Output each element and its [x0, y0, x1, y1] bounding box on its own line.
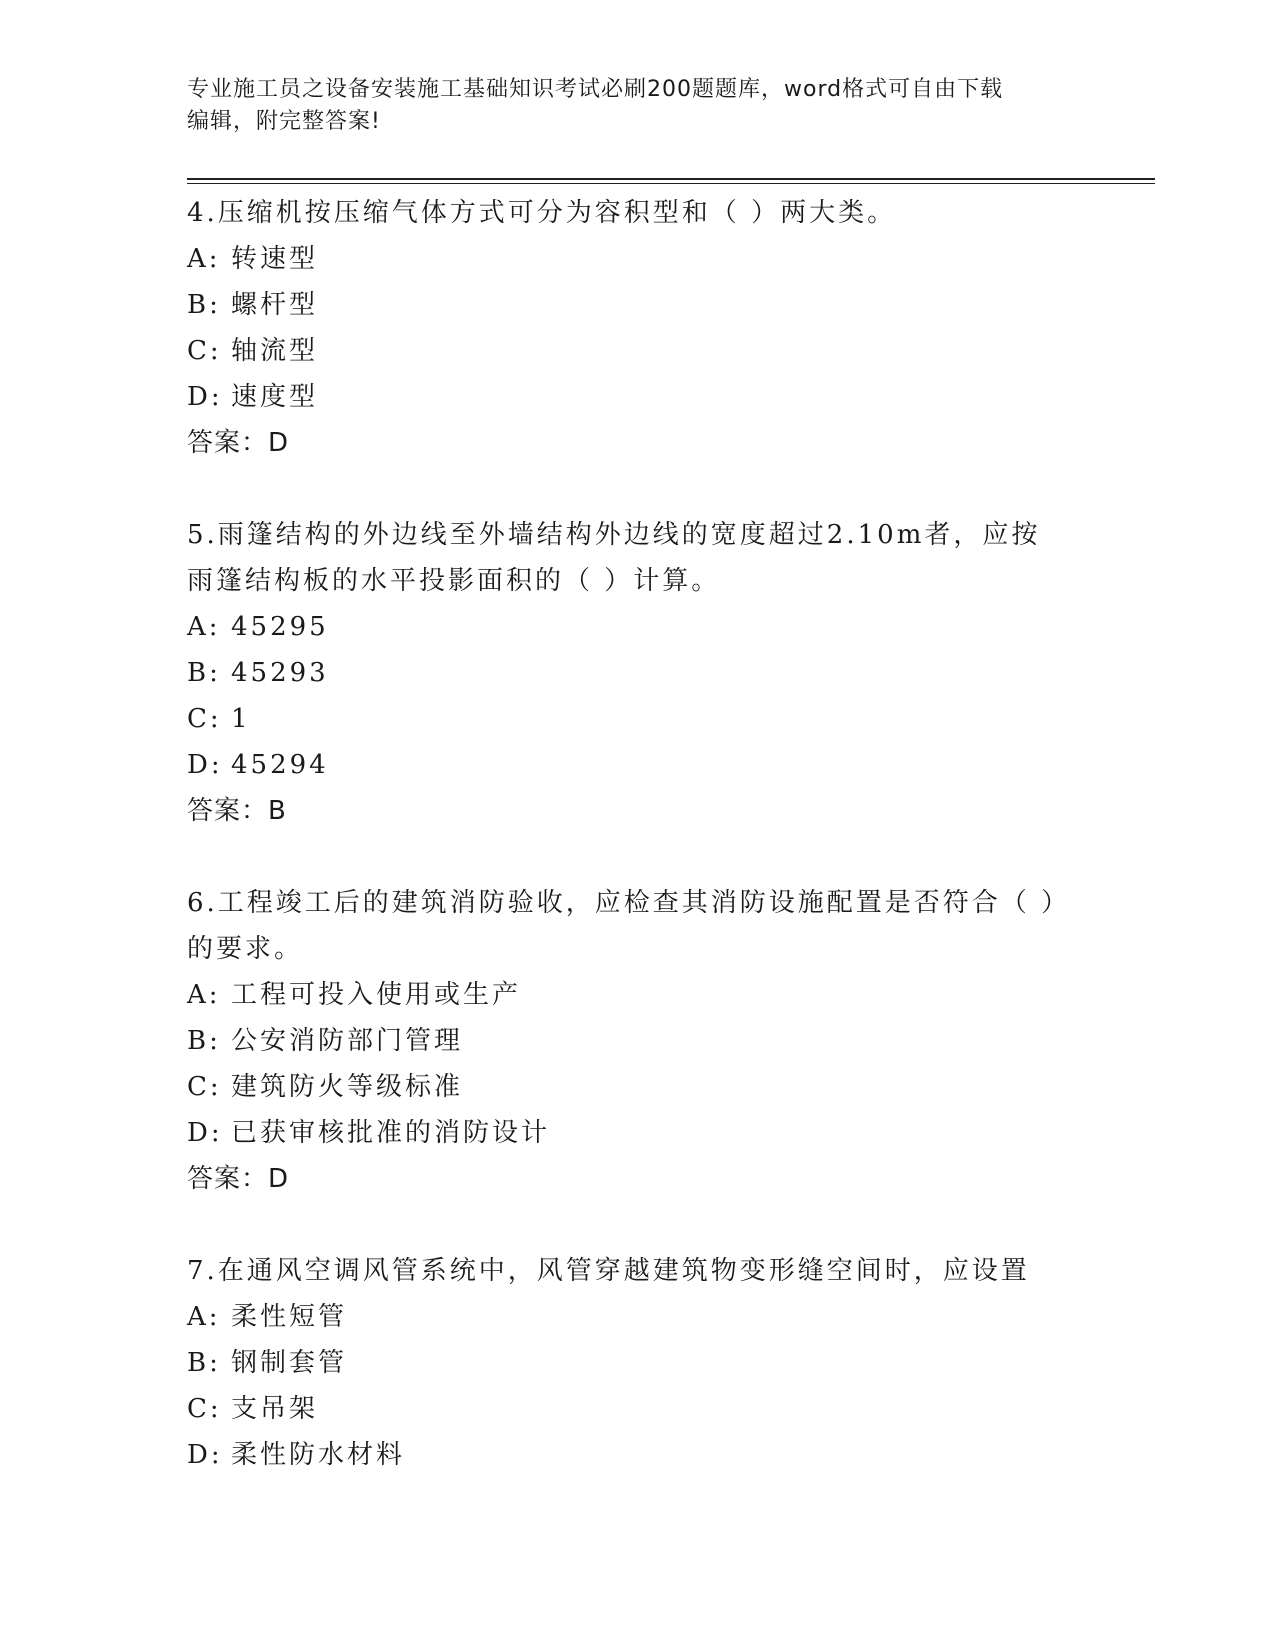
option-letter: A:	[187, 980, 221, 1010]
option-a	[187, 604, 1067, 650]
option-letter: C:	[187, 1072, 222, 1102]
option-a	[187, 972, 1067, 1018]
option-letter: C:	[187, 336, 222, 366]
option-b	[187, 282, 1067, 328]
option-b	[187, 650, 1067, 696]
question-stem: 6.工程竣工后的建筑消防验收，应检查其消防设施配置是否符合（ ）的要求。	[187, 888, 1058, 964]
option-d	[187, 1110, 1067, 1156]
option-d	[187, 742, 1067, 788]
question-list	[187, 190, 1067, 1524]
option-c	[187, 1064, 1067, 1110]
header-line-1: 专业施工员之设备安装施工基础知识考试必刷200题题库，word格式可自由下载	[187, 77, 1004, 102]
option-letter: D:	[187, 382, 223, 412]
answer-line: 答案：D	[187, 428, 290, 458]
option-b	[187, 1018, 1067, 1064]
option-c	[187, 1386, 1067, 1432]
option-a	[187, 1294, 1067, 1340]
option-letter: A:	[187, 1302, 221, 1332]
question-4	[187, 190, 1067, 466]
option-text: 转速型	[231, 244, 319, 274]
option-letter: C:	[187, 704, 222, 734]
answer-line: 答案：D	[187, 1164, 290, 1194]
question-stem: 5.雨篷结构的外边线至外墙结构外边线的宽度超过2.10m者，应按雨篷结构板的水平投影面积的（ ）计算。	[187, 520, 1041, 596]
option-letter: D:	[187, 1118, 223, 1148]
question-5	[187, 512, 1067, 834]
option-text: 45295	[231, 612, 329, 642]
header-divider-thick	[187, 178, 1155, 180]
option-d	[187, 374, 1067, 420]
option-text: 45293	[231, 658, 329, 688]
option-letter: A:	[187, 612, 221, 642]
option-letter: B:	[187, 658, 221, 688]
option-text: 公安消防部门管理	[231, 1026, 464, 1056]
header-divider-thin	[187, 183, 1155, 184]
option-c	[187, 696, 1067, 742]
option-text: 工程可投入使用或生产	[231, 980, 522, 1010]
option-c	[187, 328, 1067, 374]
option-text: 轴流型	[231, 336, 319, 366]
question-stem: 4.压缩机按压缩气体方式可分为容积型和（ ）两大类。	[187, 198, 897, 228]
option-b	[187, 1340, 1067, 1386]
option-text: 1	[231, 704, 251, 734]
option-text: 建筑防火等级标准	[231, 1072, 464, 1102]
option-text: 钢制套管	[231, 1348, 348, 1378]
option-text: 螺杆型	[231, 290, 319, 320]
option-letter: D:	[187, 1440, 223, 1470]
option-a	[187, 236, 1067, 282]
option-letter: B:	[187, 1026, 221, 1056]
option-letter: A:	[187, 244, 221, 274]
question-7	[187, 1248, 1067, 1478]
answer-line: 答案：B	[187, 796, 287, 826]
option-text: 45294	[231, 750, 329, 780]
option-letter: B:	[187, 1348, 221, 1378]
option-d	[187, 1432, 1067, 1478]
option-text: 柔性防水材料	[231, 1440, 406, 1470]
option-letter: D:	[187, 750, 223, 780]
option-letter: B:	[187, 290, 221, 320]
option-letter: C:	[187, 1394, 222, 1424]
question-stem: 7.在通风空调风管系统中，风管穿越建筑物变形缝空间时，应设置	[187, 1256, 1030, 1286]
header-line-2: 编辑，附完整答案!	[187, 109, 381, 134]
option-text: 柔性短管	[231, 1302, 348, 1332]
document-header	[187, 74, 1067, 138]
option-text: 支吊架	[231, 1394, 319, 1424]
option-text: 已获审核批准的消防设计	[231, 1118, 551, 1148]
question-6	[187, 880, 1067, 1202]
option-text: 速度型	[231, 382, 319, 412]
